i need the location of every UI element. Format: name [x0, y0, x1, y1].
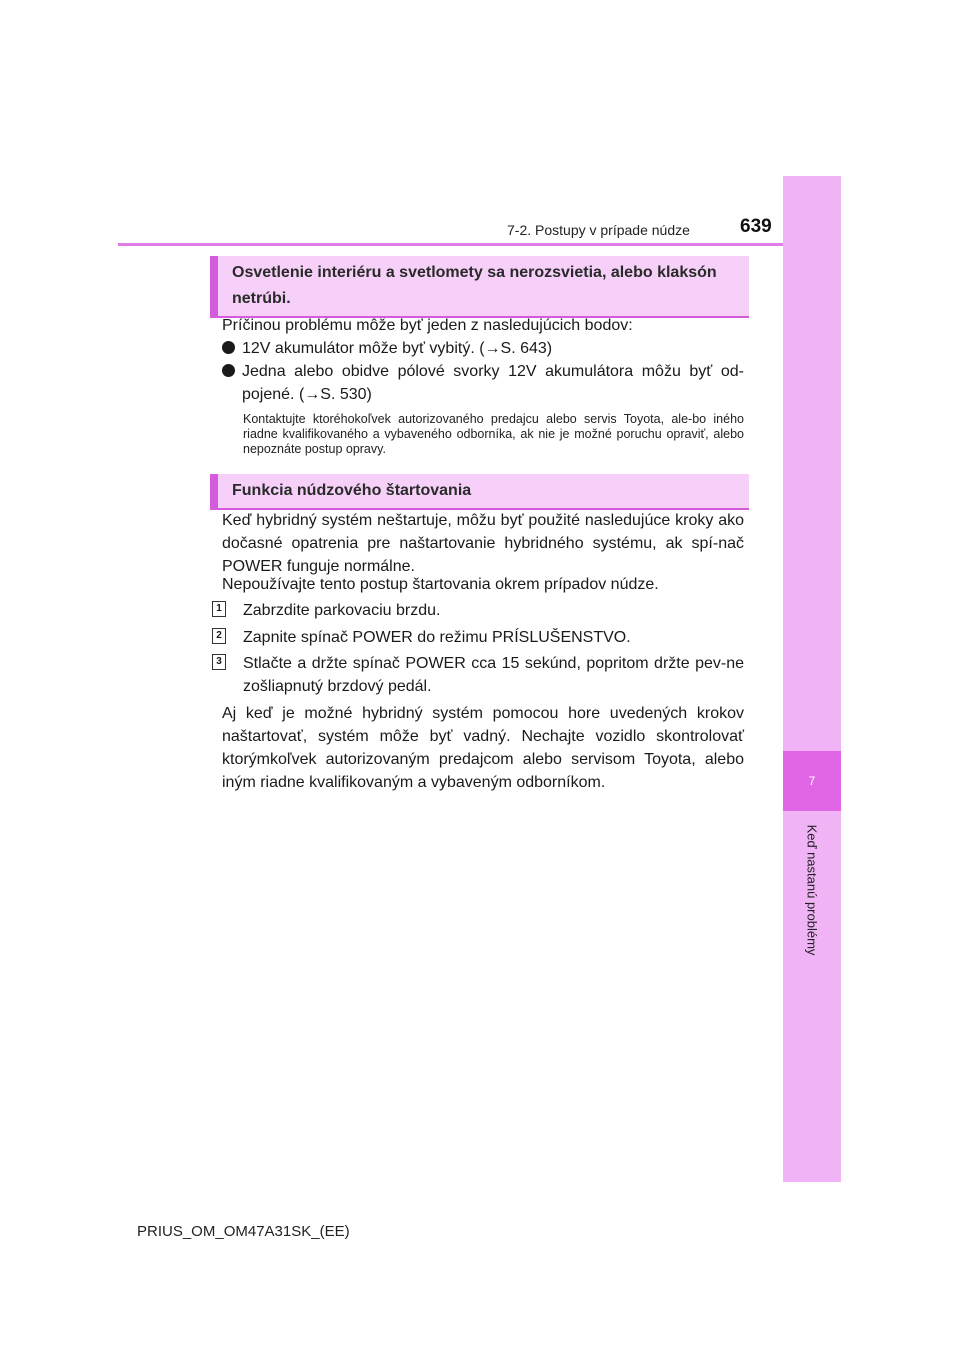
bullet-text: 12V akumulátor môže byť vybitý. (→S. 643) — [242, 340, 553, 357]
chapter-number: 7 — [783, 751, 841, 811]
section1-note: Kontaktujte ktoréhokoľvek autorizovaného predajcu alebo servis Toyota, ale-bo iného riadne kvalifikovaného a vybaveného odborníka, ak nie je možné poruchu opraviť, alebo nepoznáte postup opravy. — [243, 412, 744, 456]
bullet-text: Jedna alebo obidve pólové svorky 12V akumulátora môžu byť od-pojené. (→S. 530) — [242, 363, 744, 403]
step-text: Zabrzdite parkovaciu brzdu. — [243, 602, 441, 619]
step-item — [212, 599, 744, 622]
bullet-dot-icon — [222, 364, 235, 377]
step-text: Zapnite spínač POWER do režimu PRÍSLUŠENSTVO. — [243, 629, 631, 646]
header-divider — [118, 243, 783, 246]
chapter-label: Keď nastanú problémy — [804, 824, 820, 956]
section2-intro: Keď hybridný systém neštartuje, môžu byť použité nasledujúce kroky ako dočasné opatrenia pre naštartovanie hybridného systému, ak spí-nač POWER funguje normálne. — [222, 512, 744, 575]
bullet-dot-icon — [222, 341, 235, 354]
step-text: Stlačte a držte spínač POWER cca 15 sekúnd, popritom držte pev-ne zošliapnutý brzdový pedál. — [243, 655, 744, 695]
section2-closing: Aj keď je možné hybridný systém pomocou hore uvedených krokov naštartovať, systém môže byť vadný. Nechajte vozidlo skontrolovať ktorýmkoľvek autorizovaným predajcom alebo servisom Toyota, alebo iným riadne kvalifikovaným a vybaveným odborníkom. — [222, 705, 744, 791]
step-number-badge: 1 — [212, 601, 226, 617]
chapter-side-tab — [783, 176, 841, 1182]
footer-document-code: PRIUS_OM_OM47A31SK_(EE) — [137, 1223, 350, 1240]
bullet-item — [222, 337, 744, 360]
section-heading-emergency-start: Funkcia núdzového štartovania — [210, 474, 749, 510]
section2-warning: Nepoužívajte tento postup štartovania okrem prípadov núdze. — [222, 576, 659, 593]
step-number-badge: 3 — [212, 654, 226, 670]
step-item — [212, 626, 744, 649]
page-number: 639 — [740, 216, 772, 237]
bullet-item — [222, 360, 744, 406]
section-heading-lights: Osvetlenie interiéru a svetlomety sa nerozsvietia, alebo klaksón netrúbi. — [210, 256, 749, 318]
step-number-badge: 2 — [212, 628, 226, 644]
header-section-title: 7-2. Postupy v prípade núdze — [507, 222, 690, 238]
step-item — [212, 652, 744, 698]
section1-intro: Príčinou problému môže byť jeden z nasledujúcich bodov: — [222, 317, 633, 334]
